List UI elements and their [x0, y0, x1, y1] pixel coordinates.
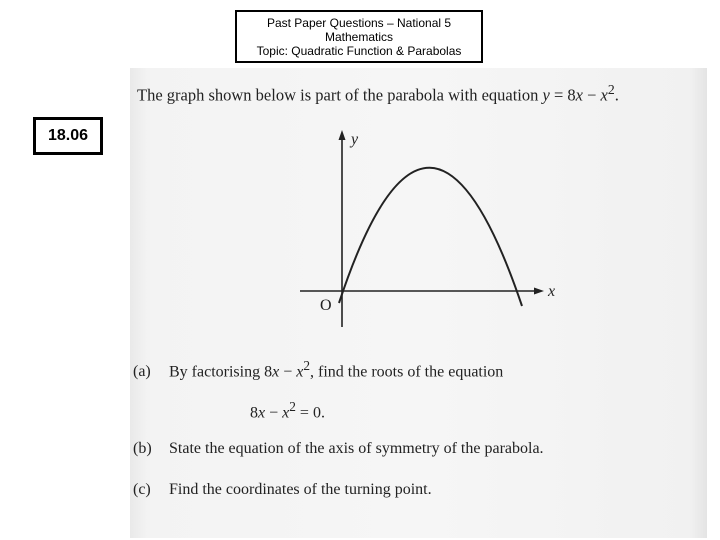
- topic-header-box: [235, 10, 483, 63]
- intro-eq-y: y: [542, 85, 550, 105]
- intro-eq-x1: x: [575, 85, 583, 105]
- parabola-graph: [290, 122, 570, 337]
- part-b-text: State the equation of the axis of symmetry of the parabola.: [169, 440, 544, 457]
- part-b: [133, 440, 544, 458]
- part-a-x2: x: [296, 363, 304, 381]
- part-a: [133, 358, 503, 381]
- parabola-curve: [339, 168, 522, 306]
- part-a-eq-x2: x: [282, 404, 290, 422]
- intro-eq-end: .: [614, 85, 619, 105]
- x-axis-arrow: [534, 288, 544, 295]
- part-c-text: Find the coordinates of the turning point.: [169, 481, 432, 498]
- part-a-text-after: , find the roots of the equation: [310, 363, 504, 381]
- y-axis-arrow: [339, 130, 346, 140]
- part-c: [133, 481, 432, 499]
- part-c-label: (c): [133, 481, 151, 498]
- header-line-1: Past Paper Questions – National 5: [266, 15, 452, 30]
- intro-eq-minus: −: [582, 85, 601, 105]
- part-a-eq-x1: x: [258, 404, 266, 422]
- question-intro: [137, 82, 619, 106]
- part-a-minus: −: [279, 363, 297, 381]
- part-b-label: (b): [133, 440, 152, 457]
- header-line-3: Topic: Quadratic Function & Parabolas: [256, 43, 462, 58]
- part-a-text-before: By factorising 8: [169, 363, 273, 381]
- intro-eq-sup: 2: [607, 82, 615, 97]
- part-a-equation: [250, 399, 325, 422]
- origin-label: O: [320, 297, 332, 314]
- question-number-box: [33, 117, 103, 155]
- part-a-eq-pre: 8: [250, 404, 258, 422]
- intro-text: The graph shown below is part of the parabola with equation: [137, 85, 539, 105]
- x-axis-label: x: [548, 283, 556, 300]
- intro-eq-eq: = 8: [549, 85, 576, 105]
- part-a-x1: x: [272, 363, 280, 381]
- intro-eq-x2: x: [600, 85, 608, 105]
- part-a-eq-post: = 0.: [295, 404, 325, 422]
- header-line-2: Mathematics: [324, 29, 394, 44]
- part-a-eq-sup: 2: [289, 399, 296, 414]
- part-a-sup: 2: [303, 358, 311, 373]
- y-axis-label: y: [351, 131, 359, 148]
- part-a-label: (a): [133, 363, 151, 381]
- part-a-eq-minus: −: [265, 404, 283, 422]
- question-number: 18.06: [47, 127, 89, 144]
